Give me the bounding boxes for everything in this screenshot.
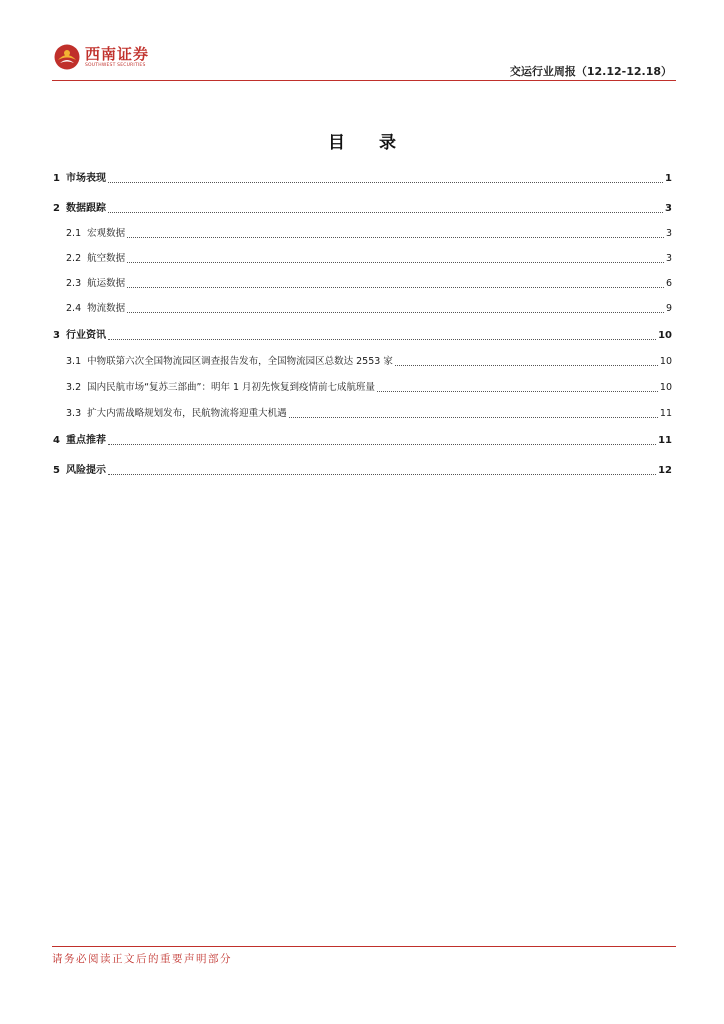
logo-chinese-name: 西南证券: [85, 44, 150, 63]
toc-heading: 目 录: [328, 133, 410, 153]
company-logo: [54, 44, 149, 70]
toc-page-number: 10: [658, 330, 672, 341]
toc-entry-4[interactable]: 4 重点推荐 11: [53, 435, 672, 446]
toc-page-number: 3: [665, 253, 672, 264]
toc-page-number: 3: [665, 228, 672, 239]
toc-leader: [108, 339, 656, 340]
toc-leader: [127, 287, 664, 288]
report-title: 交运行业周报（12.12-12.18）: [509, 65, 672, 78]
toc-entry-2-2[interactable]: 2.2 航空数据 3: [66, 253, 672, 264]
toc-entry-1[interactable]: 1 市场表现 1: [53, 173, 672, 184]
toc-entry-5[interactable]: 5 风险提示 12: [53, 465, 672, 476]
toc-entry-2[interactable]: 2 数据跟踪 3: [53, 203, 672, 214]
toc-page-number: 9: [665, 303, 672, 314]
toc-page-number: 1: [665, 173, 672, 184]
toc-leader: [395, 365, 658, 366]
footer-disclaimer: 请务必阅读正文后的重要声明部分: [52, 953, 232, 965]
toc-page-number: 3: [665, 203, 672, 214]
header-divider: [52, 80, 676, 81]
toc-leader: [127, 237, 664, 238]
toc-page-number: 11: [659, 408, 672, 419]
toc-leader: [289, 417, 658, 418]
toc-page-number: 10: [659, 382, 672, 393]
toc-entry-3[interactable]: 3 行业资讯 10: [53, 330, 672, 341]
toc-entry-2-1[interactable]: 2.1 宏观数据 3: [66, 228, 672, 239]
toc-entry-3-3[interactable]: 3.3 扩大内需战略规划发布，民航物流将迎重大机遇 11: [66, 408, 672, 419]
toc-page-number: 12: [658, 465, 672, 476]
toc-leader: [108, 212, 663, 213]
toc-entry-3-2[interactable]: 3.2 国内民航市场“复苏三部曲”：明年 1 月初先恢复到疫情前七成航班量 10: [66, 382, 672, 393]
toc-entry-2-3[interactable]: 2.3 航运数据 6: [66, 278, 672, 289]
toc-leader: [377, 391, 658, 392]
logo-english-name: SOUTHWEST SECURITIES: [85, 62, 146, 68]
toc-leader: [127, 312, 664, 313]
toc-page-number: 10: [659, 356, 672, 367]
toc-leader: [108, 182, 663, 183]
toc-leader: [108, 444, 656, 445]
toc-page-number: 11: [658, 435, 672, 446]
toc-entry-3-1[interactable]: 3.1 中物联第六次全国物流园区调查报告发布，全国物流园区总数达 2553 家 10: [66, 356, 672, 367]
toc-leader: [108, 474, 656, 475]
footer-divider: [52, 946, 676, 947]
toc-page-number: 6: [665, 278, 672, 289]
toc-leader: [127, 262, 664, 263]
logo-emblem-icon: [54, 44, 80, 70]
toc-entry-2-4[interactable]: 2.4 物流数据 9: [66, 303, 672, 314]
